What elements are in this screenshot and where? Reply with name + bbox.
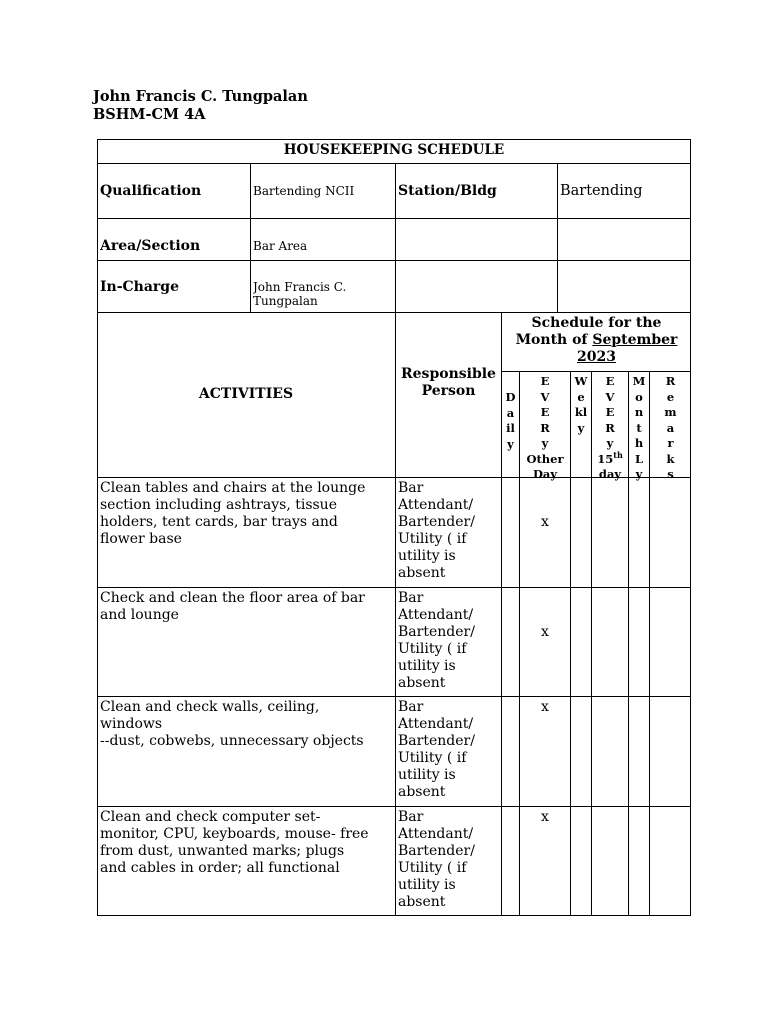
incharge-value [253,280,393,308]
header-letter: Other [526,451,564,466]
activity-line: holders, tent cards, bar trays and [100,514,338,530]
every-other-day-column-header [520,374,570,483]
area-value: Bar Area [253,239,308,253]
schedule-header-line [502,332,691,349]
responsible-line: Utility ( if [398,860,467,876]
student-name: John Francis C. Tungpalan [93,88,308,105]
responsible-line: Attendant/ [398,497,474,513]
activity-line: Clean tables and chairs at the lounge [100,480,366,496]
activity-cell [100,809,394,877]
activity-line: section including ashtrays, tissue [100,497,337,513]
qualification-value: Bartending NCII [253,184,355,198]
header-letter: D [505,390,516,404]
activity-line: and lounge [100,607,179,623]
responsible-line: Bar [398,480,424,496]
schedule-title: HOUSEKEEPING SCHEDULE [283,142,505,158]
daily-column-header [502,390,519,452]
header-letter: y [507,436,514,451]
activity-line: and cables in order; all functional [100,860,340,876]
activity-line: monitor, CPU, keyboards, mouse- free [100,826,369,842]
header-letter: M [632,374,646,388]
responsible-header-line: Responsible [401,366,496,382]
header-letter: y [541,436,549,450]
activity-line: from dust, unwanted marks; plugs [100,843,345,859]
responsible-line: absent [398,675,446,691]
remarks-column-header [650,374,691,483]
schedule-check-mark: x [541,514,549,530]
station-label: Station/Bldg [398,183,497,199]
header-letter: a [666,420,675,435]
responsible-header-line: Person [421,383,476,399]
header-letter: y [606,436,614,450]
header-letter: kl [574,405,588,419]
responsible-cell [398,480,500,582]
responsible-line: Utility ( if [398,531,467,547]
header-letter: 15th [597,449,623,466]
responsible-line: Bartender/ [398,514,475,530]
responsible-line: Bartender/ [398,733,475,749]
responsible-line: Attendant/ [398,607,474,623]
incharge-label: In-Charge [100,279,180,295]
responsible-cell [398,809,500,911]
schedule-month: September [592,332,678,348]
schedule-check-mark: x [541,624,549,640]
schedule-year: 2023 [577,349,616,365]
responsible-line: absent [398,784,446,800]
header-letter: s [667,467,674,481]
header-letter: t [636,420,642,435]
activity-line: Clean and check walls, ceiling, [100,699,320,715]
schedule-check-mark: x [541,699,549,715]
monthly-column-header [629,374,649,483]
header-letter: Day [532,467,558,481]
responsible-line: Bar [398,590,424,606]
responsible-line: Bartender/ [398,843,475,859]
header-letter: e [666,389,675,404]
header-letter: a [506,405,515,420]
weekly-column-header [571,374,591,436]
header-letter: il [506,421,515,435]
header-letter: R [665,374,676,388]
schedule-month-prefix: Month of [515,332,593,348]
station-value: Bartending [560,183,643,199]
responsible-line: Bar [398,809,424,825]
incharge-value-line: John Francis C. [253,280,347,294]
activity-line: --dust, cobwebs, unnecessary objects [100,733,364,749]
header-letter: o [635,389,643,404]
activity-cell [100,480,394,548]
housekeeping-schedule-table [97,139,691,916]
responsible-line: utility is [398,658,456,674]
area-label: Area/Section [100,238,201,254]
responsible-header [396,366,501,400]
incharge-value-line: Tungpalan [253,294,318,308]
activity-line: Check and clean the floor area of bar [100,590,365,606]
header-letter: e [577,389,585,404]
responsible-line: utility is [398,877,456,893]
header-letter: E [540,374,550,388]
every-15th-day-column-header [592,374,628,483]
header-letter: V [605,389,615,404]
header-letter: day [598,467,622,481]
activities-header: ACTIVITIES [198,386,294,402]
header-letter: y [635,467,643,481]
responsible-line: Attendant/ [398,826,474,842]
activity-cell [100,699,394,750]
header-letter: y [577,420,585,435]
qualification-label: Qualification [100,183,202,199]
responsible-cell [398,590,500,692]
responsible-line: Bar [398,699,424,715]
activity-line: Clean and check computer set- [100,809,321,825]
header-letter: r [667,436,674,450]
header-letter: E [605,374,615,388]
header-letter: V [540,389,550,404]
activity-line: windows [100,716,163,732]
header-letter: W [574,374,588,388]
header-letter: k [666,451,675,466]
header-letter: E [540,405,550,419]
responsible-line: absent [398,565,446,581]
responsible-line: utility is [398,767,456,783]
responsible-line: Attendant/ [398,716,474,732]
header-letter: h [634,436,644,450]
responsible-line: utility is [398,548,456,564]
schedule-check-mark: x [541,809,549,825]
header-letter: L [634,451,644,466]
responsible-line: Bartender/ [398,624,475,640]
header-letter: E [605,405,615,419]
course-section: BSHM-CM 4A [93,106,206,123]
header-letter: n [634,405,644,419]
activity-cell [100,590,394,624]
schedule-month-header [502,315,691,366]
schedule-header-line: Schedule for the [531,315,662,331]
responsible-line: Utility ( if [398,750,467,766]
header-letter: m [664,405,677,419]
responsible-line: Utility ( if [398,641,467,657]
responsible-line: absent [398,894,446,910]
header-letter: R [605,420,615,435]
header-letter: R [540,420,550,435]
activity-line: flower base [100,531,182,547]
responsible-cell [398,699,500,801]
